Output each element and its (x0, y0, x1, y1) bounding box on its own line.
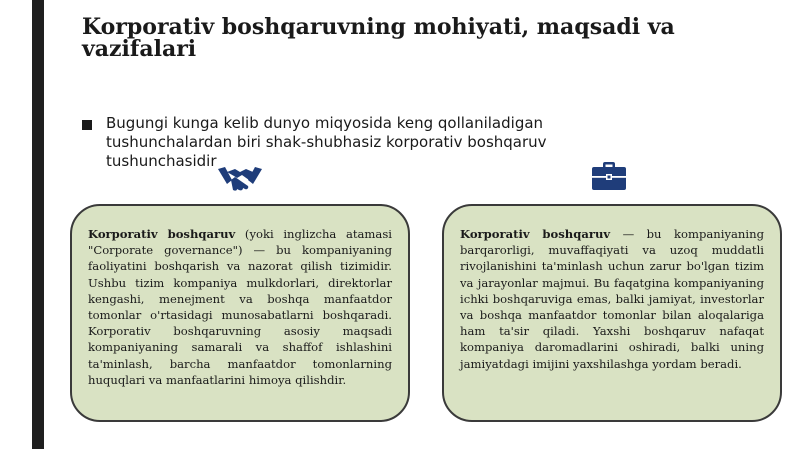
card-right-text (460, 226, 764, 372)
bullet-item (82, 114, 602, 171)
handshake-icon (218, 163, 262, 193)
card-left-term: Korporativ boshqaruv (88, 227, 236, 241)
slide-title: Korporativ boshqaruvning mohiyati, maqsadi va vazifalari (82, 14, 675, 62)
card-left-body: (yoki inglizcha atamasi "Corporate governance") — bu kompaniyaning faoliyatini boshqarish va nazorat qilish tizimidir. Ushbu tizim kompaniya mulkdorlari, direktorlar kengashi, menejment va boshqa manfaatdor tomonlar o'rtasidagi munosabatlarni boshqaradi. Korporativ boshqaruvning asosiy maqsadi kompaniyaning samarali va shaffof ishlashini ta'minlash, barcha manfaatdor tomonlarning huquqlari va manfaatlarini himoya qilishdir. (88, 227, 392, 387)
definition-card-right (442, 204, 782, 422)
left-accent-bar (32, 0, 44, 449)
card-left-text (88, 226, 392, 388)
briefcase-icon (591, 160, 627, 192)
bullet-text: Bugungi kunga kelib dunyo miqyosida keng qollaniladigan tushunchalardan biri shak-shubhasiz korporativ boshqaruv tushunchasidir (106, 114, 547, 170)
card-right-term: Korporativ boshqaruv (460, 227, 611, 241)
card-right-body: — bu kompaniyaning barqarorligi, muvaffaqiyati va uzoq muddatli rivojlanishini ta'minlash uchun zarur bo'lgan tizim va jarayonlar majmui. Bu faqatgina kompaniyaning ichki boshqaruviga emas, balki jamiyat, investorlar va boshqa manfaatdor tomonlar bilan aloqalariga ham ta'sir qiladi. Yaxshi boshqaruv nafaqat kompaniya daromadlarini oshiradi, balki uning jamiyatdagi imijini yaxshilashga yordam beradi. (460, 227, 764, 371)
bullet-square-icon (82, 120, 92, 130)
definition-card-left (70, 204, 410, 422)
